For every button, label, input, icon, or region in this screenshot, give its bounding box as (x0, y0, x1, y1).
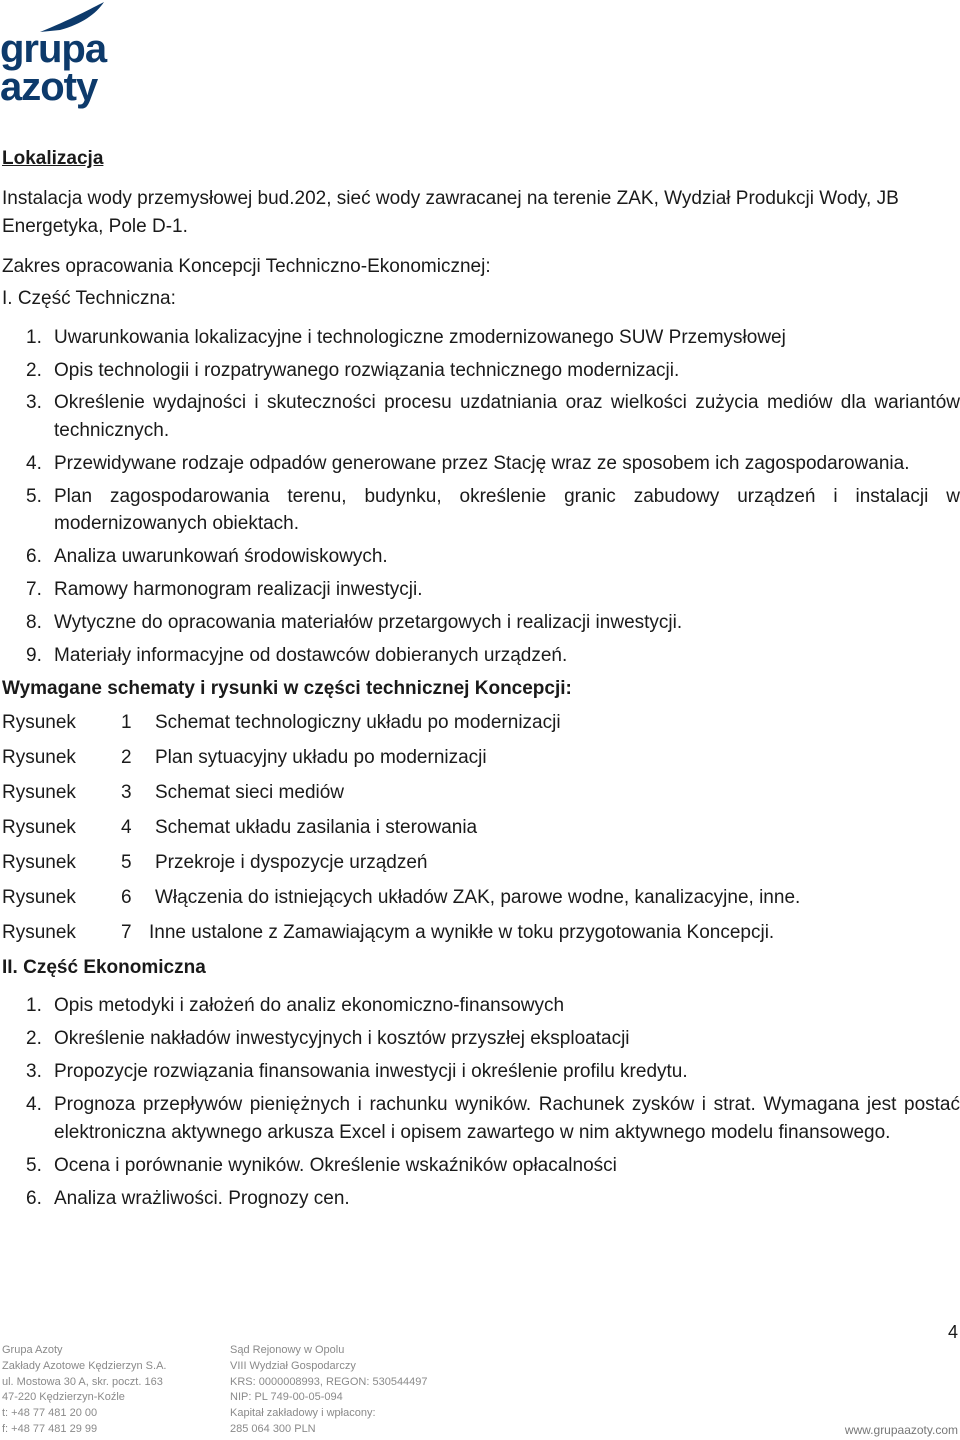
drawing-row: Rysunek 5 Przekroje i dyspozycje urządzeń (2, 852, 428, 873)
list-item: 3. Określenie wydajności i skuteczności procesu uzdatniania oraz wielkości zużycia mediów dla wariantów technicznych. (26, 392, 960, 441)
list-item: 5. Ocena i porównanie wyników. Określenie wskaźników opłacalności (26, 1154, 617, 1176)
list-item: 1. Opis metodyki i założeń do analiz ekonomiczno-finansowych (26, 995, 565, 1016)
logo-line1: grupa (0, 27, 107, 71)
list-item: 9. Materiały informacyjne od dostawców dobieranych urządzeń. (26, 645, 568, 666)
drawing-row: Rysunek 7 Inne ustalone z Zamawiającym a wynikłe w toku przygotowania Koncepcji. (2, 922, 775, 943)
page-footer (0, 1343, 960, 1440)
document-body (2, 145, 960, 1218)
lokalizacja-text: Instalacja wody przemysłowej bud.202, sieć wody zawracanej na terenie ZAK, Wydział Produkcji Wody, JB Energetyka, Pole D-1. (2, 188, 899, 237)
part1-heading: I. Część Techniczna: (2, 288, 176, 309)
footer-company-info: Grupa Azoty Zakłady Azotowe Kędzierzyn S.A. ul. Mostowa 30 A, skr. poczt. 163 47-220 Kędzierzyn-Koźle t: +48 77 481 20 00 f: +48 77 481 29 99 (2, 1344, 167, 1435)
economic-list (2, 992, 960, 1212)
drawing-row: Rysunek 4 Schemat układu zasilania i sterowania (2, 817, 478, 838)
company-logo (0, 0, 165, 110)
list-item: 8. Wytyczne do opracowania materiałów przetargowych i realizacji inwestycji. (26, 612, 683, 633)
page-number: 4 (947, 1322, 958, 1342)
drawing-row: Rysunek 6 Włączenia do istniejących układów ZAK, parowe wodne, kanalizacyjne, inne. (2, 887, 801, 908)
heading-lokalizacja: Lokalizacja (2, 148, 104, 169)
list-item: 6. Analiza wrażliwości. Prognozy cen. (26, 1187, 350, 1209)
footer-registration-info: Sąd Rejonowy w Opolu VIII Wydział Gospodarczy KRS: 0000008993, REGON: 530544497 NIP: PL 749-00-05-094 Kapitał zakładowy i wpłacony: 285 064 300 PLN (230, 1344, 428, 1435)
list-item: 5. Plan zagospodarowania terenu, budynku, określenie granic zabudowy urządzeń i instalacji w modernizowanych obiektach. (26, 485, 960, 534)
footer-website: www.grupaazoty.com (844, 1423, 958, 1437)
list-item: 7. Ramowy harmonogram realizacji inwestycji. (26, 579, 423, 600)
technical-list (2, 324, 960, 670)
drawings-list (2, 705, 960, 950)
list-item: 2. Określenie nakładów inwestycyjnych i kosztów przyszłej eksploatacji (26, 1028, 630, 1049)
drawing-row: Rysunek 3 Schemat sieci mediów (2, 782, 345, 803)
list-item: 1. Uwarunkowania lokalizacyjne i technologiczne zmodernizowanego SUW Przemysłowej (26, 327, 786, 348)
part2-heading: II. Część Ekonomiczna (2, 957, 206, 978)
list-item: 4. Prognoza przepływów pieniężnych i rachunku wyników. Rachunek zysków i strat. Wymagana jest postać elektroniczna aktywnego arkusza Excel i opisem zawartego w nim aktywnego modelu finansowego. (26, 1094, 960, 1143)
list-item: 2. Opis technologii i rozpatrywanego rozwiązania technicznego modernizacji. (26, 359, 680, 381)
drawings-heading: Wymagane schematy i rysunki w części technicznej Koncepcji: (2, 678, 572, 699)
drawing-row: Rysunek 1 Schemat technologiczny układu po modernizacji (2, 712, 561, 733)
list-item: 3. Propozycje rozwiązania finansowania inwestycji i określenie profilu kredytu. (26, 1061, 688, 1082)
scope-heading: Zakres opracowania Koncepcji Techniczno-Ekonomicznej: (2, 256, 491, 277)
logo-line2: azoty (0, 65, 98, 109)
list-item: 4. Przewidywane rodzaje odpadów generowane przez Stację wraz ze sposobem ich zagospodarowania. (26, 452, 910, 474)
drawing-row: Rysunek 2 Plan sytuacyjny układu po modernizacji (2, 747, 487, 768)
list-item: 6. Analiza uwarunkowań środowiskowych. (26, 546, 388, 567)
